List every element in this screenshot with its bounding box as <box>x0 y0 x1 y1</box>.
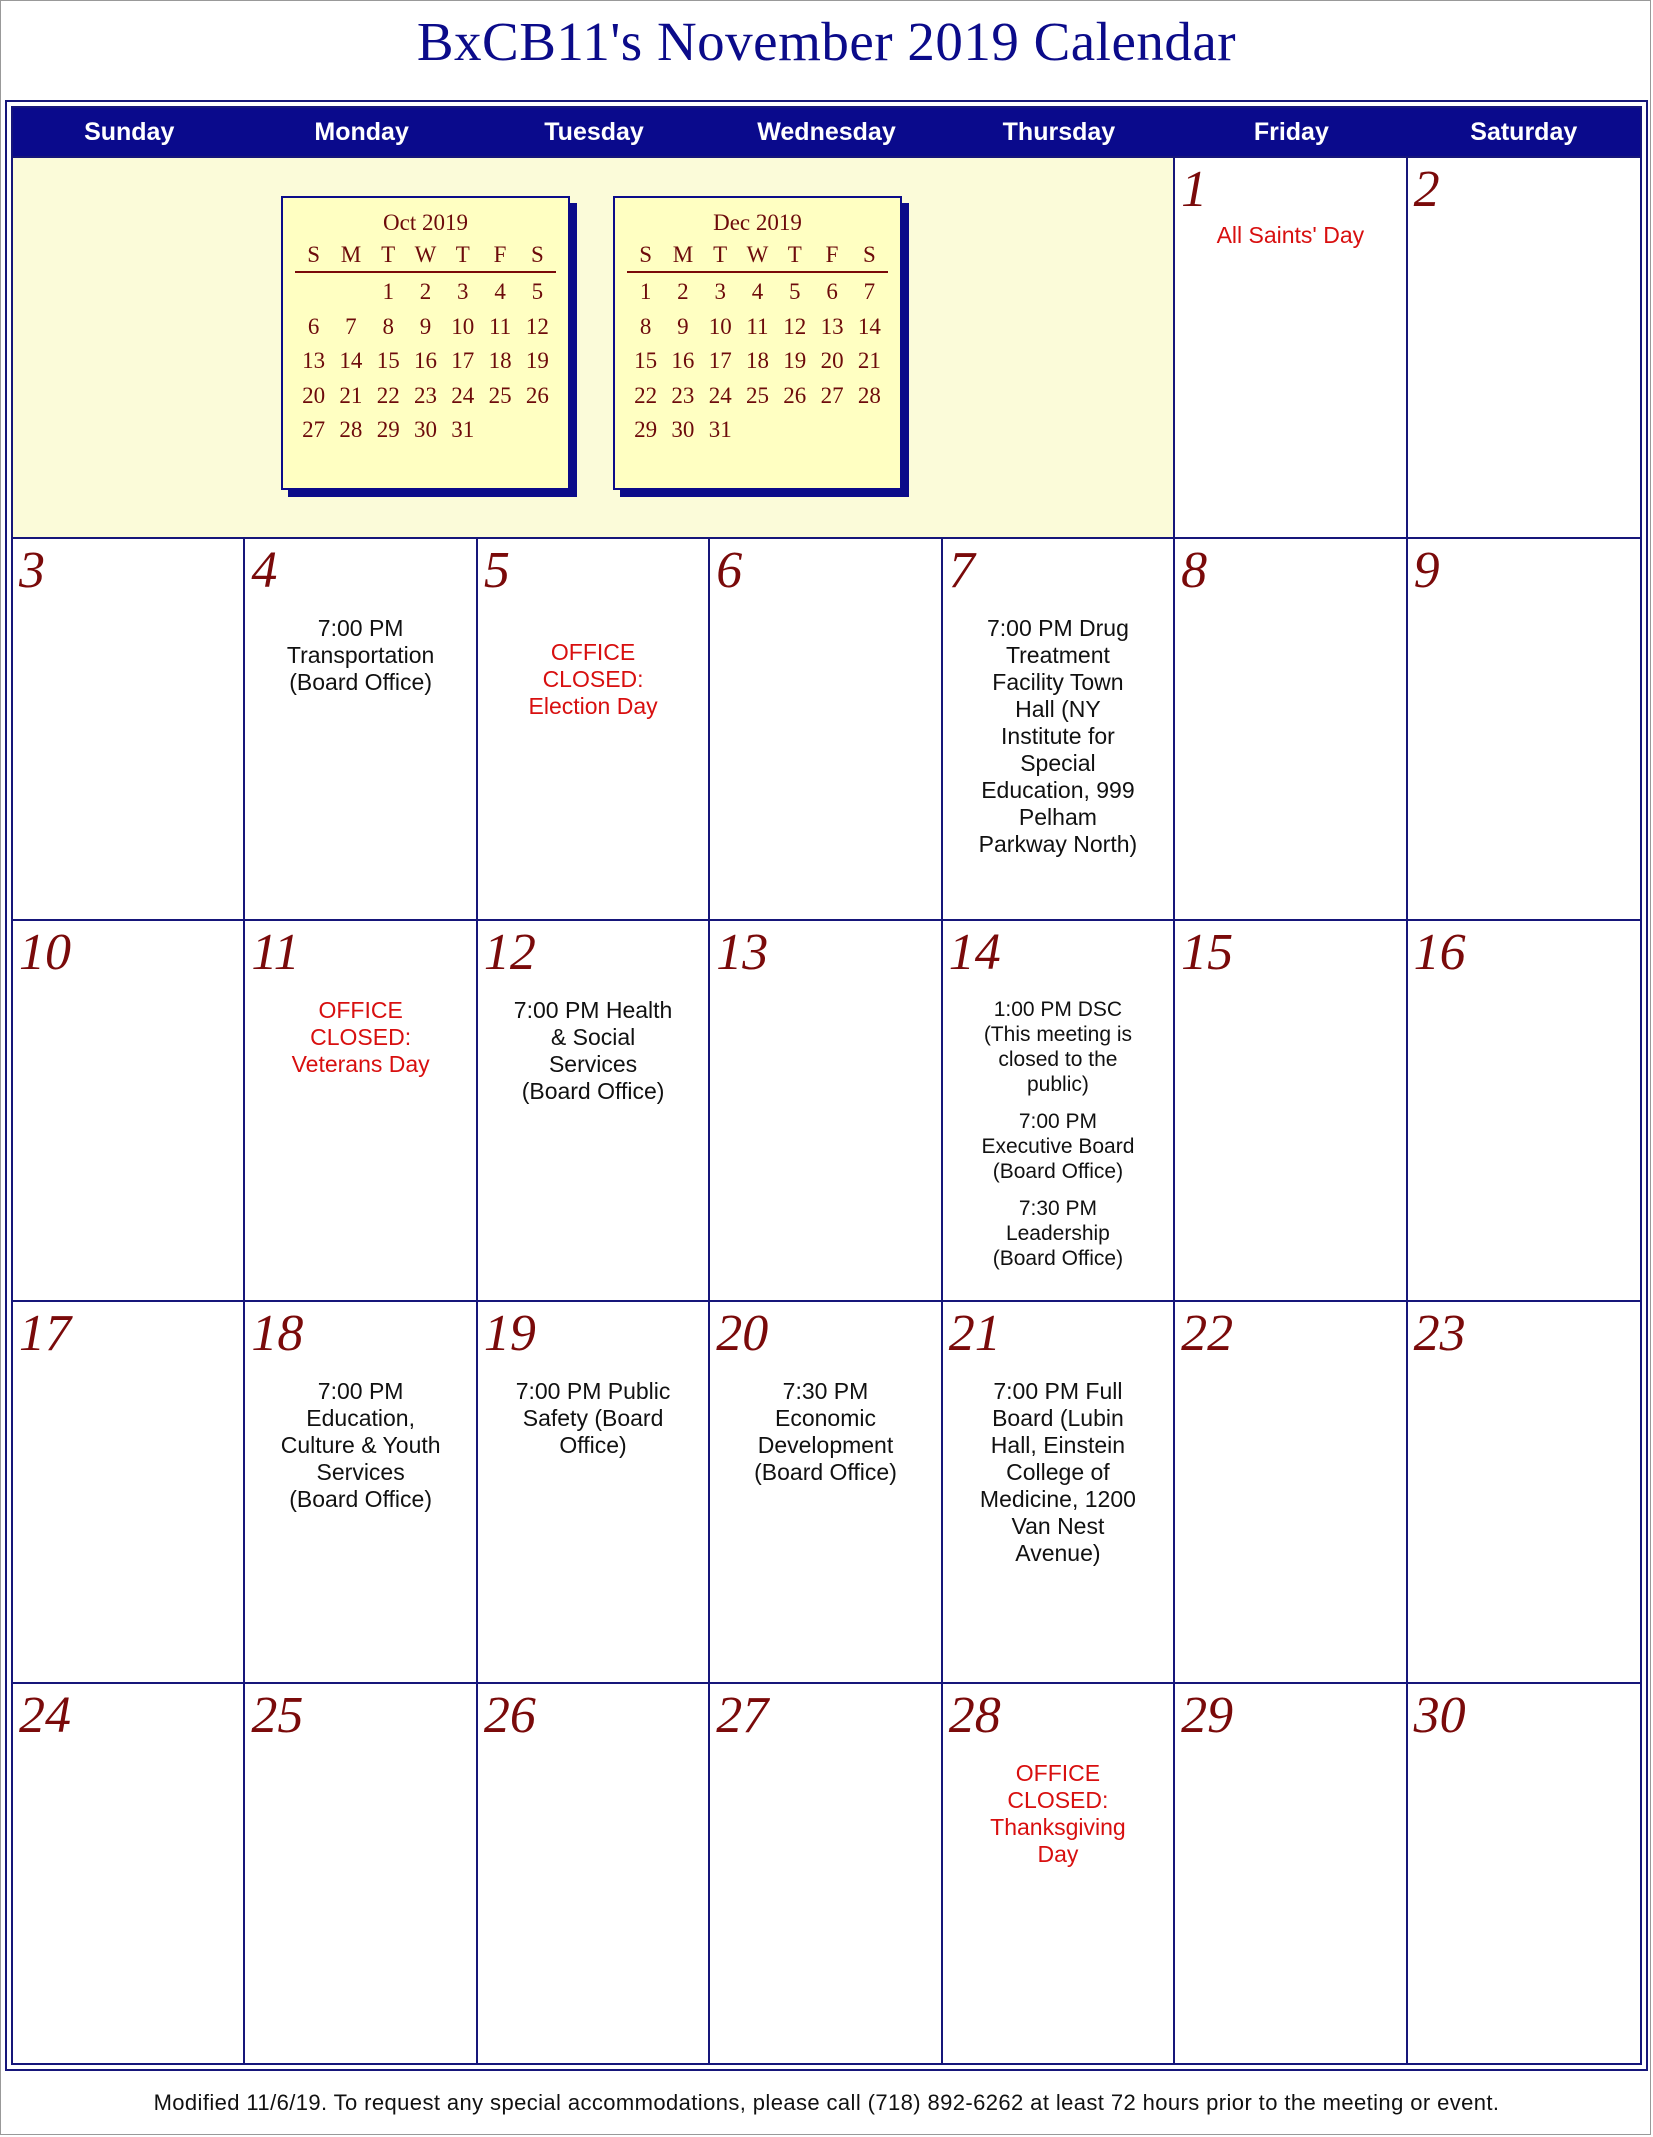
day-cell-18 <box>245 1300 477 1681</box>
dow-sunday: Sunday <box>13 108 245 156</box>
event-text <box>253 615 467 696</box>
mini-day: 18 <box>745 348 769 374</box>
mini-day: 24 <box>451 382 475 408</box>
mini-header: S <box>530 242 544 267</box>
mini-day: 5 <box>789 279 801 305</box>
mini-header: S <box>862 242 876 267</box>
mini-day: 20 <box>820 348 844 374</box>
day-number: 17 <box>19 1305 71 1363</box>
mini-header: M <box>340 242 362 267</box>
mini-day: 1 <box>639 279 652 305</box>
event-text <box>951 1109 1165 1184</box>
day-number: 24 <box>19 1686 71 1744</box>
mini-day: 22 <box>376 382 400 408</box>
mini-header: T <box>381 242 396 267</box>
mini-day: 20 <box>302 382 326 408</box>
mini-day: 17 <box>708 348 732 374</box>
mini-day: 29 <box>376 417 400 443</box>
mini-day: 4 <box>494 279 506 305</box>
mini-calendar-area <box>13 156 1175 537</box>
day-number: 7 <box>948 542 975 600</box>
mini-header: S <box>307 242 321 267</box>
day-number: 4 <box>251 542 278 600</box>
mini-day: 27 <box>820 382 844 408</box>
event-line: CLOSED: <box>1007 1786 1109 1813</box>
office-closed-text <box>486 639 700 720</box>
day-cell-15 <box>1175 919 1407 1300</box>
day-number: 3 <box>19 542 45 600</box>
event-text <box>951 1196 1165 1271</box>
day-number: 12 <box>483 923 536 981</box>
event-line: Day <box>1037 1840 1079 1867</box>
event-line: (This meeting is <box>983 1022 1133 1046</box>
event-line: Hall, Einstein <box>990 1432 1126 1459</box>
event-line: OFFICE <box>550 639 636 666</box>
day-cell-25 <box>245 1682 477 2063</box>
mini-day: 18 <box>488 348 512 374</box>
day-number: 22 <box>1181 1305 1234 1363</box>
mini-day: 23 <box>413 382 437 408</box>
office-closed-text <box>253 997 467 1078</box>
mini-day: 11 <box>746 313 769 339</box>
mini-header: T <box>787 242 802 267</box>
day-cell-20 <box>710 1300 942 1681</box>
day-cell-11 <box>245 919 477 1300</box>
day-cell-13 <box>710 919 942 1300</box>
mini-day: 30 <box>671 417 695 443</box>
day-cell-27 <box>710 1682 942 2063</box>
day-number: 9 <box>1413 542 1440 600</box>
day-number: 15 <box>1181 923 1234 981</box>
mini-day: 19 <box>525 348 549 374</box>
mini-calendar-dec <box>613 196 902 490</box>
mini-calendar-headers <box>295 242 556 273</box>
mini-day: 30 <box>413 417 437 443</box>
day-cell-8 <box>1175 537 1407 918</box>
dow-wednesday: Wednesday <box>710 108 942 156</box>
mini-day: 15 <box>634 348 658 374</box>
day-cell-16 <box>1408 919 1640 1300</box>
day-cell-17 <box>13 1300 245 1681</box>
day-number: 10 <box>19 923 71 981</box>
day-number: 26 <box>483 1686 536 1744</box>
mini-day: 28 <box>339 417 363 443</box>
mini-day: 12 <box>525 313 549 339</box>
event-text <box>253 1378 467 1513</box>
event-line: OFFICE <box>1015 1759 1101 1786</box>
mini-day: 25 <box>745 382 769 408</box>
mini-header: S <box>639 242 653 267</box>
day-cell-1 <box>1175 156 1407 537</box>
mini-day: 19 <box>783 348 807 374</box>
mini-day: 16 <box>671 348 695 374</box>
day-number: 11 <box>251 923 300 981</box>
day-cell-24 <box>13 1682 245 2063</box>
mini-day: 7 <box>863 279 876 305</box>
mini-day: 1 <box>382 279 394 305</box>
event-line: Culture & Youth <box>280 1432 441 1459</box>
mini-day: 13 <box>302 348 326 374</box>
day-number: 8 <box>1181 542 1208 600</box>
mini-day: 24 <box>708 382 732 408</box>
mini-day: 14 <box>857 313 881 339</box>
mini-calendar-title: Oct 2019 <box>383 210 468 235</box>
day-number: 29 <box>1181 1686 1234 1744</box>
event-line: public) <box>1026 1072 1089 1096</box>
mini-day: 10 <box>451 313 475 339</box>
dow-saturday: Saturday <box>1408 108 1640 156</box>
mini-calendar-days <box>627 275 888 448</box>
event-line: Transportation <box>286 642 435 669</box>
mini-day: 31 <box>708 417 732 443</box>
mini-day: 16 <box>413 348 437 374</box>
event-line: Office) <box>559 1432 627 1459</box>
mini-header: T <box>455 242 470 267</box>
day-cell-23 <box>1408 1300 1640 1681</box>
event-line: (Board Office) <box>992 1246 1124 1270</box>
mini-day: 28 <box>857 382 881 408</box>
mini-day: 7 <box>345 313 357 339</box>
day-cell-21 <box>943 1300 1175 1681</box>
mini-calendar-headers <box>627 242 888 273</box>
day-number: 13 <box>716 923 769 981</box>
day-cell-7 <box>943 537 1175 918</box>
day-number: 20 <box>716 1305 769 1363</box>
event-line: 7:00 PM Health <box>513 996 673 1023</box>
day-number: 1 <box>1181 161 1208 218</box>
event-line: Board (Lubin <box>992 1405 1124 1432</box>
mini-day: 25 <box>488 382 512 408</box>
event-line: Medicine, 1200 <box>979 1486 1136 1513</box>
event-line: Special <box>1020 750 1096 777</box>
day-cell-19 <box>478 1300 710 1681</box>
day-cell-26 <box>478 1682 710 2063</box>
event-line: College of <box>1006 1459 1110 1486</box>
mini-day: 9 <box>419 313 432 339</box>
event-line: 7:00 PM <box>317 615 404 642</box>
mini-header: F <box>493 242 507 267</box>
day-cell-3 <box>13 537 245 918</box>
day-cell-4 <box>245 537 477 918</box>
event-text <box>718 1378 932 1486</box>
day-cell-9 <box>1408 537 1640 918</box>
mini-day: 31 <box>451 417 475 443</box>
day-number: 16 <box>1413 923 1466 981</box>
event-line: 7:00 PM Full <box>993 1378 1123 1405</box>
event-line: Treatment <box>1005 642 1110 669</box>
page-title: BxCB11's November 2019 Calendar <box>416 11 1237 72</box>
day-number: 27 <box>716 1686 769 1744</box>
mini-day: 2 <box>419 279 432 305</box>
mini-header: W <box>414 242 437 267</box>
day-number: 2 <box>1413 161 1440 218</box>
event-line: CLOSED: <box>542 666 644 693</box>
mini-day: 26 <box>525 382 549 408</box>
event-text <box>951 1378 1165 1567</box>
mini-day: 3 <box>714 279 726 305</box>
calendar-inner <box>11 106 1642 2065</box>
mini-calendar-oct <box>281 196 570 490</box>
day-cell-5 <box>478 537 710 918</box>
day-number: 19 <box>483 1305 536 1363</box>
office-closed-text <box>951 1760 1165 1868</box>
day-number: 30 <box>1413 1686 1466 1744</box>
event-line: Election Day <box>528 693 658 720</box>
mini-day: 5 <box>531 279 544 305</box>
mini-day: 17 <box>451 348 475 374</box>
mini-day: 22 <box>634 382 658 408</box>
day-number: 18 <box>251 1305 304 1363</box>
event-line: (Board Office) <box>521 1077 665 1104</box>
mini-calendar-title: Dec 2019 <box>713 210 802 235</box>
mini-day: 21 <box>857 348 881 374</box>
event-line: closed to the <box>998 1047 1118 1071</box>
event-line: (Board Office) <box>289 1486 432 1513</box>
day-number: 6 <box>716 542 743 600</box>
day-cell-29 <box>1175 1682 1407 2063</box>
mini-header: W <box>746 242 769 267</box>
day-number: 25 <box>251 1686 304 1744</box>
dow-thursday: Thursday <box>943 108 1175 156</box>
event-line: Executive Board <box>981 1134 1135 1158</box>
footer-note: Modified 11/6/19. To request any special accommodations, please call (718) 892-6262 at least 72 hours prior to the meeting or event. <box>153 2090 1500 2115</box>
mini-day: 3 <box>457 279 469 305</box>
mini-day: 26 <box>783 382 807 408</box>
day-number: 23 <box>1413 1305 1466 1363</box>
dow-friday: Friday <box>1175 108 1407 156</box>
event-line: OFFICE <box>318 996 403 1023</box>
event-list <box>951 997 1165 1271</box>
day-cell-12 <box>478 919 710 1300</box>
event-line: (Board Office) <box>992 1159 1124 1183</box>
day-cell-2 <box>1408 156 1640 537</box>
event-line: 1:00 PM DSC <box>993 997 1123 1021</box>
day-cell-30 <box>1408 1682 1640 2063</box>
event-line: Van Nest <box>1011 1513 1105 1540</box>
day-cell-22 <box>1175 1300 1407 1681</box>
event-line: Education, 999 <box>981 777 1135 804</box>
mini-header: M <box>672 242 694 267</box>
mini-day: 11 <box>488 313 512 339</box>
event-line: 7:00 PM <box>1018 1109 1098 1133</box>
event-line: Hall (NY <box>1015 696 1101 723</box>
day-cell-28 <box>943 1682 1175 2063</box>
event-line: Education, <box>306 1405 415 1432</box>
event-line: Institute for <box>1001 723 1115 750</box>
mini-day: 13 <box>820 313 844 339</box>
event-line: Facility Town <box>992 669 1124 696</box>
mini-day: 15 <box>376 348 400 374</box>
day-number: 5 <box>483 542 510 600</box>
mini-day: 27 <box>302 417 326 443</box>
event-line: & Social <box>550 1023 636 1050</box>
event-line: Economic <box>775 1405 876 1432</box>
mini-day: 2 <box>677 279 689 305</box>
mini-day: 12 <box>783 313 807 339</box>
mini-day: 4 <box>751 279 764 305</box>
event-line: Development <box>757 1432 894 1459</box>
day-cell-10 <box>13 919 245 1300</box>
mini-day: 8 <box>382 313 394 339</box>
day-cell-6 <box>710 537 942 918</box>
mini-day: 29 <box>634 417 658 443</box>
event-line: Avenue) <box>1015 1540 1101 1567</box>
event-text <box>486 997 700 1105</box>
mini-calendar-days <box>295 275 556 448</box>
event-line: Veterans Day <box>291 1050 430 1077</box>
calendar <box>5 100 1648 2071</box>
day-number: 28 <box>948 1686 1001 1744</box>
calendar-grid <box>13 108 1640 2063</box>
mini-header: F <box>825 242 839 267</box>
event-line: Thanksgiving <box>990 1813 1126 1840</box>
event-line: Pelham <box>1018 804 1097 831</box>
event-line: 7:00 PM <box>317 1378 404 1405</box>
event-line: Services <box>548 1050 638 1077</box>
event-line: 7:00 PM Drug <box>986 615 1129 642</box>
event-line: Parkway North) <box>978 831 1138 858</box>
dow-monday: Monday <box>245 108 477 156</box>
event-line: 7:30 PM <box>1018 1196 1098 1220</box>
mini-header: T <box>713 242 728 267</box>
mini-day: 9 <box>677 313 689 339</box>
dow-tuesday: Tuesday <box>478 108 710 156</box>
event-line: (Board Office) <box>289 669 432 696</box>
mini-day: 8 <box>639 313 652 339</box>
day-number: 14 <box>948 923 1001 981</box>
event-line: CLOSED: <box>310 1023 412 1050</box>
event-line: (Board Office) <box>754 1459 897 1486</box>
event-line: Leadership <box>1005 1221 1110 1245</box>
mini-day: 21 <box>339 382 363 408</box>
mini-day: 6 <box>307 313 320 339</box>
event-line: 7:00 PM Public <box>515 1378 671 1405</box>
mini-day: 6 <box>826 279 838 305</box>
event-text <box>951 615 1165 858</box>
holiday-label: All Saints' Day <box>1216 222 1365 248</box>
mini-day: 23 <box>671 382 695 408</box>
event-text <box>486 1378 700 1459</box>
event-line: Services <box>316 1459 405 1486</box>
event-line: 7:30 PM <box>782 1378 869 1405</box>
mini-day: 14 <box>339 348 363 374</box>
day-cell-14 <box>943 919 1175 1300</box>
event-text <box>951 997 1165 1097</box>
mini-day: 10 <box>708 313 732 339</box>
day-number: 21 <box>948 1305 1001 1363</box>
event-line: Safety (Board <box>522 1405 664 1432</box>
